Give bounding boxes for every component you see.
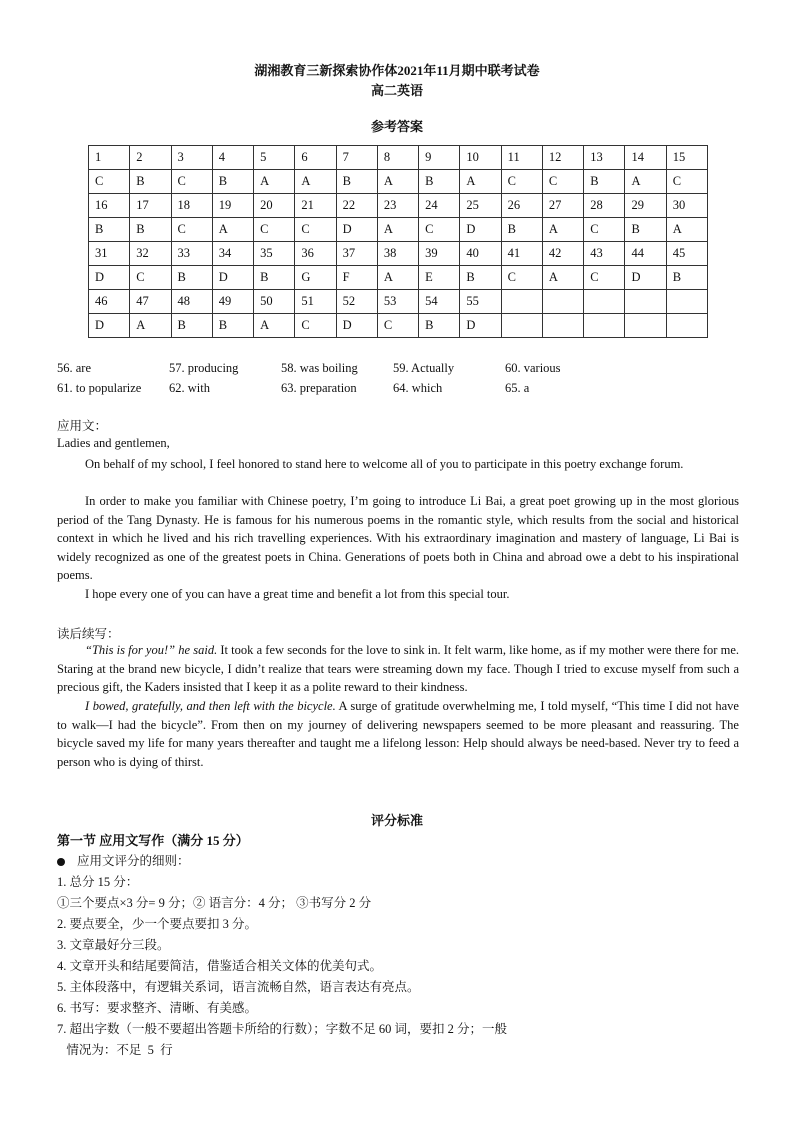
rule-item: ①三个要点×3 分= 9 分；② 语言分：4 分； ③书写分 2 分 — [57, 896, 372, 910]
answer-cell — [584, 290, 625, 314]
grading-standards-title: 评分标准 — [370, 813, 423, 828]
answer-cell — [501, 290, 542, 314]
answer-cell: C — [89, 170, 130, 194]
answer-cell: D — [89, 266, 130, 290]
answer-cell: B — [130, 218, 171, 242]
answer-cell: F — [336, 266, 377, 290]
grammar-answer: 56. are — [57, 361, 92, 375]
answer-cell: 42 — [542, 242, 583, 266]
answer-cell: A — [254, 170, 295, 194]
answer-table — [88, 145, 708, 338]
answer-cell: D — [212, 266, 253, 290]
answer-table-row — [89, 146, 708, 170]
answer-cell: 31 — [89, 242, 130, 266]
rule-item: 5. 主体段落中，有逻辑关系词，语言流畅自然，语言表达有亮点。 — [57, 980, 420, 994]
answer-cell: C — [295, 314, 336, 338]
answer-cell: 30 — [666, 194, 707, 218]
grammar-answer: 64. which — [393, 381, 443, 395]
answer-cell: D — [89, 314, 130, 338]
writing-salutation: Ladies and gentlemen, — [57, 436, 170, 450]
answer-cell: 24 — [419, 194, 460, 218]
grammar-answer: 58. was boiling — [281, 361, 358, 375]
answer-cell: 15 — [666, 146, 707, 170]
answer-table-row — [89, 194, 708, 218]
grammar-answer: 57. producing — [169, 361, 239, 375]
answer-cell: 34 — [212, 242, 253, 266]
answer-table-row — [89, 266, 708, 290]
answer-cell: 6 — [295, 146, 336, 170]
answer-cell: A — [295, 170, 336, 194]
answer-cell — [625, 290, 666, 314]
answer-cell: B — [501, 218, 542, 242]
answer-cell: 50 — [254, 290, 295, 314]
answer-cell: A — [460, 170, 501, 194]
answer-cell: 17 — [130, 194, 171, 218]
answer-cell: 1 — [89, 146, 130, 170]
answer-cell: C — [584, 218, 625, 242]
answer-cell: 25 — [460, 194, 501, 218]
answer-table-row — [89, 170, 708, 194]
answer-cell: 29 — [625, 194, 666, 218]
answer-cell: 43 — [584, 242, 625, 266]
grammar-answer: 65. a — [505, 381, 530, 395]
writing-paragraph-3: I hope every one of you can have a great time and benefit a lot from this special tour. — [85, 587, 510, 601]
rule-item: 2. 要点要全，少一个要点要扣 3 分。 — [57, 917, 258, 931]
answer-cell: C — [254, 218, 295, 242]
answer-cell: A — [542, 218, 583, 242]
answer-cell: C — [377, 314, 418, 338]
answer-table-row — [89, 314, 708, 338]
answer-cell: C — [501, 170, 542, 194]
answer-cell: B — [419, 314, 460, 338]
answer-cell: B — [171, 314, 212, 338]
answer-cell: B — [584, 170, 625, 194]
continuation-quote: “This is for you!” he said. — [85, 643, 218, 657]
answer-cell: 26 — [501, 194, 542, 218]
answer-cell: A — [377, 170, 418, 194]
answer-cell: 47 — [130, 290, 171, 314]
answer-key-title: 参考答案 — [370, 119, 423, 134]
answer-table-row — [89, 242, 708, 266]
rule-item: 1. 总分 15 分： — [57, 875, 139, 889]
answer-cell: 13 — [584, 146, 625, 170]
answer-cell: 22 — [336, 194, 377, 218]
continuation-paragraph-1: “This is for you!” he said. It took a few seconds for the love to sink in. It felt warm, like home, as if my mother were there for me. Staring at the brand new bicycle, I didn’t realize that tears were streaming down my face. Though I tried to excuse myself from such a precious gift, the Kaders insisted that I keep it as a polite reward to their kindness. — [57, 643, 739, 695]
answer-cell: 11 — [501, 146, 542, 170]
answer-cell: A — [254, 314, 295, 338]
answer-cell: 7 — [336, 146, 377, 170]
answer-cell: 32 — [130, 242, 171, 266]
answer-cell: 52 — [336, 290, 377, 314]
rule-item: 6. 书写：要求整齐、清晰、有美感。 — [57, 1001, 258, 1015]
rule-item: 4. 文章开头和结尾要简洁，借鉴适合相关文体的优美句式。 — [57, 959, 383, 973]
answer-cell: 36 — [295, 242, 336, 266]
answer-cell: B — [336, 170, 377, 194]
answer-cell: G — [295, 266, 336, 290]
answer-cell: C — [171, 218, 212, 242]
section-title: 第一节 应用文写作（满分 15 分） — [57, 833, 249, 848]
answer-cell: C — [584, 266, 625, 290]
answer-cell: 10 — [460, 146, 501, 170]
answer-cell: B — [171, 266, 212, 290]
grammar-answers-row-2 — [57, 381, 617, 396]
answer-cell: 2 — [130, 146, 171, 170]
answer-cell: B — [212, 170, 253, 194]
answer-cell: E — [419, 266, 460, 290]
answer-cell: 38 — [377, 242, 418, 266]
answer-cell: 12 — [542, 146, 583, 170]
answer-cell: D — [460, 218, 501, 242]
answer-cell: C — [501, 266, 542, 290]
answer-cell: B — [254, 266, 295, 290]
answer-cell — [666, 290, 707, 314]
answer-cell: B — [130, 170, 171, 194]
answer-cell: A — [377, 218, 418, 242]
answer-cell — [666, 314, 707, 338]
answer-cell: A — [130, 314, 171, 338]
answer-cell: 4 — [212, 146, 253, 170]
answer-cell: 16 — [89, 194, 130, 218]
answer-cell: 28 — [584, 194, 625, 218]
answer-cell: 53 — [377, 290, 418, 314]
answer-cell: 48 — [171, 290, 212, 314]
answer-cell: B — [212, 314, 253, 338]
answer-cell: 54 — [419, 290, 460, 314]
answer-cell — [542, 290, 583, 314]
grammar-answer: 63. preparation — [281, 381, 357, 395]
rules-bullet: 应用文评分的细则： — [57, 851, 190, 869]
writing-label: 应用文： — [57, 419, 108, 433]
answer-cell: A — [666, 218, 707, 242]
answer-cell: A — [625, 170, 666, 194]
grammar-answer: 61. to popularize — [57, 381, 142, 395]
answer-cell: 40 — [460, 242, 501, 266]
answer-cell: 3 — [171, 146, 212, 170]
answer-cell: 8 — [377, 146, 418, 170]
answer-cell: 35 — [254, 242, 295, 266]
answer-cell: D — [336, 314, 377, 338]
answer-cell: D — [460, 314, 501, 338]
subject-title: 高二英语 — [370, 83, 423, 98]
exam-title: 湖湘教育三新探索协作体2021年11月期中联考试卷 — [254, 63, 540, 78]
answer-cell: 19 — [212, 194, 253, 218]
answer-table-row — [89, 218, 708, 242]
answer-cell: C — [419, 218, 460, 242]
answer-cell: 51 — [295, 290, 336, 314]
answer-cell: 46 — [89, 290, 130, 314]
answer-cell: C — [295, 218, 336, 242]
answer-cell: B — [419, 170, 460, 194]
answer-cell: 27 — [542, 194, 583, 218]
continuation-label: 读后续写： — [57, 627, 120, 641]
answer-cell: 9 — [419, 146, 460, 170]
grammar-answers-row-1 — [57, 361, 617, 376]
answer-cell — [584, 314, 625, 338]
answer-cell — [501, 314, 542, 338]
answer-cell: 41 — [501, 242, 542, 266]
answer-cell: A — [212, 218, 253, 242]
answer-cell: C — [666, 170, 707, 194]
answer-cell: D — [336, 218, 377, 242]
answer-cell: 23 — [377, 194, 418, 218]
answer-cell: 49 — [212, 290, 253, 314]
answer-cell: C — [171, 170, 212, 194]
answer-cell: 5 — [254, 146, 295, 170]
answer-cell: 18 — [171, 194, 212, 218]
answer-cell: A — [542, 266, 583, 290]
grammar-answer: 62. with — [169, 381, 210, 395]
answer-cell: 33 — [171, 242, 212, 266]
grammar-answer: 60. various — [505, 361, 561, 375]
answer-cell: 39 — [419, 242, 460, 266]
answer-cell: 45 — [666, 242, 707, 266]
rule-item: 情况为：不足 5 行 — [57, 1043, 173, 1057]
answer-cell: 21 — [295, 194, 336, 218]
answer-cell: 55 — [460, 290, 501, 314]
answer-table-row — [89, 290, 708, 314]
answer-cell: C — [542, 170, 583, 194]
answer-cell: B — [625, 218, 666, 242]
answer-cell: 14 — [625, 146, 666, 170]
answer-cell: A — [377, 266, 418, 290]
answer-cell: B — [666, 266, 707, 290]
writing-paragraph-1: On behalf of my school, I feel honored to stand here to welcome all of you to participate in this poetry exchange forum. — [85, 457, 684, 471]
writing-paragraph-2: In order to make you familiar with Chinese poetry, I’m going to introduce Li Bai, a great poet growing up in the most glorious period of the Tang Dynasty. He is famous for his numerous poems in the romantic style, which results from the social and historical context in which he lived and his rich travelling experiences. With his extraordinary imagination and mastery of language, Li Bai is widely recognized as one of the greatest poets in China. Generations of poets both in China and abroad owe a debt to his inspirational poems. — [57, 494, 739, 583]
bullet-icon — [57, 858, 65, 866]
answer-cell: D — [625, 266, 666, 290]
grammar-answer: 59. Actually — [393, 361, 455, 375]
answer-cell: B — [460, 266, 501, 290]
continuation-paragraph-2: I bowed, gratefully, and then left with the bicycle. A surge of gratitude overwhelming me, I told myself, “This time I did not have to walk—I had the bicycle”. From then on my journey of delivering newspapers seemed to be more pleasant and reassuring. The bicycle saved my life for many years thereafter and taught me a lifelong lesson: Help should always be need-based. Never try to feed a person who is dying of thirst. — [57, 699, 739, 769]
continuation-opening: I bowed, gratefully, and then left with the bicycle. — [85, 699, 336, 713]
answer-cell — [542, 314, 583, 338]
rule-item: 3. 文章最好分三段。 — [57, 938, 170, 952]
rule-item: 7. 超出字数（一般不要超出答题卡所给的行数）；字数不足 60 词，要扣 2 分；一般 — [57, 1022, 508, 1036]
answer-cell — [625, 314, 666, 338]
answer-cell: B — [89, 218, 130, 242]
answer-cell: 37 — [336, 242, 377, 266]
answer-cell: C — [130, 266, 171, 290]
answer-cell: 44 — [625, 242, 666, 266]
answer-cell: 20 — [254, 194, 295, 218]
